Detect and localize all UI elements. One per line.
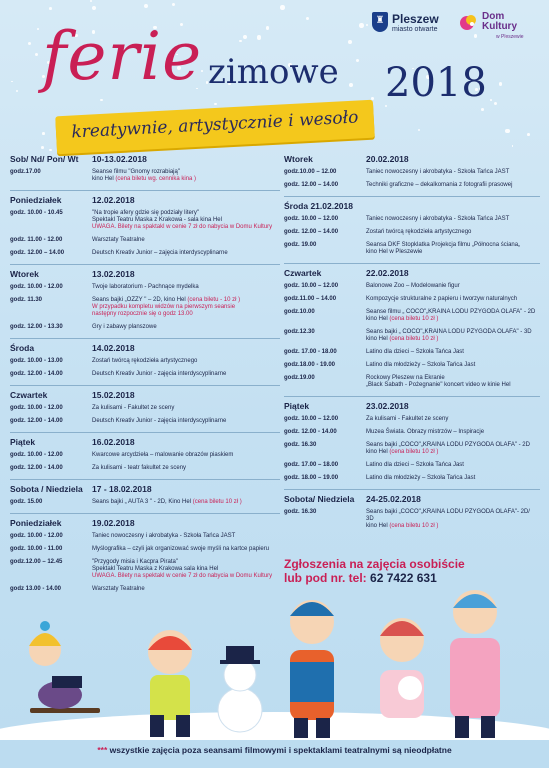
event-description — [366, 329, 538, 343]
event-note: (cena biletu 10 zł ) — [389, 523, 439, 529]
snowflake-icon — [16, 90, 18, 92]
event-time: godz. 18.00 – 19.00 — [284, 475, 339, 481]
event-text: Taniec nowoczesny i akrobatyka - Szkoła Tańca JAST — [366, 216, 510, 222]
event-description — [92, 371, 278, 378]
event-time: godz.17.00 — [10, 169, 41, 175]
event-description — [366, 216, 538, 223]
event-description — [92, 324, 278, 331]
event-note: (cena biletu - 10 zł ) — [187, 297, 241, 303]
day-heading — [10, 154, 147, 164]
event-time: godz. 11.00 - 12.00 — [10, 237, 63, 243]
event-time: godz.10.00 – 12.00 — [284, 169, 337, 175]
day-date: 20.02.2018 — [366, 154, 409, 164]
event-text: Seanse filmu „ COCO"„KRAINA LODU PZYGODA OLAFA" - 2D — [366, 309, 536, 315]
event-time: godz. 12.00 - 14.00 — [10, 418, 63, 424]
dom-kultury-logo-name: Dom Kultury — [482, 11, 517, 32]
footer-text: wszystkie zajęcia poza seansami filmowymi i spektaklami teatralnymi są nieodpłatne — [109, 745, 452, 755]
event-text: Spektakl Teatru Maska z Krakowa - sala kina Hel — [92, 217, 222, 223]
event-description — [366, 509, 538, 530]
event-description — [366, 475, 538, 482]
snowflake-icon — [349, 83, 353, 87]
snowflake-icon — [172, 3, 175, 6]
event-text: kino Hel — [366, 316, 390, 322]
day-label: Piątek — [10, 437, 36, 447]
pleszew-logo-sub: miasto otwarte — [392, 26, 438, 33]
day-label: Czwartek — [284, 268, 322, 278]
day-heading — [284, 494, 421, 504]
section-divider — [10, 338, 280, 339]
day-date: 16.02.2018 — [92, 437, 135, 447]
contact-phone: 62 7422 631 — [370, 571, 437, 585]
dom-kultury-logo — [460, 10, 540, 44]
event-text: kino Hel — [92, 176, 116, 182]
section-divider — [10, 385, 280, 386]
snowflake-icon — [527, 133, 530, 136]
snowflake-icon — [28, 42, 31, 45]
event-time: godz. 10.00 - 12.00 — [10, 452, 63, 458]
snowflake-icon — [505, 129, 509, 133]
event-time: godz. 12.00 - 14.00 — [10, 371, 63, 377]
snowflake-icon — [239, 40, 242, 43]
event-time: godz.12.00 – 12.45 — [10, 559, 63, 565]
event-description — [92, 284, 278, 291]
day-heading — [10, 518, 135, 528]
event-description — [92, 405, 278, 412]
event-time: godz. 15.00 — [10, 499, 43, 505]
event-time: godz. 10.00 - 11.00 — [10, 546, 63, 552]
day-date: 13.02.2018 — [92, 269, 135, 279]
day-date: 15.02.2018 — [92, 390, 135, 400]
section-divider — [10, 479, 280, 480]
snowman-icon — [218, 646, 262, 732]
event-description — [366, 283, 538, 290]
day-label: Środa 21.02.2018 — [284, 201, 353, 211]
snowflake-icon — [92, 6, 96, 10]
event-time: godz. 17.00 - 18.00 — [284, 349, 337, 355]
event-time: godz.12.30 — [284, 329, 315, 335]
snowflake-icon — [359, 23, 363, 27]
event-description — [366, 442, 538, 456]
day-label: Środa — [10, 343, 35, 353]
event-text: Seanse filmu "Gnomy rozrabiają" — [92, 169, 180, 175]
event-text: kino Hel w Pleszewie — [366, 249, 423, 255]
event-description — [92, 358, 278, 365]
event-description — [92, 169, 278, 183]
event-text: Seans bajki „ COCO"„KRAINA LODU PZYGODA OLAFA" - 3D — [366, 329, 532, 335]
snowflake-icon — [306, 17, 309, 20]
event-text: Kwarcowe arcydzieła – malowanie obrazów piaskiem — [92, 452, 234, 458]
event-note: UWAGA. Bilety na spaktakl w cenie 7 zł do nabycia w Domu Kultury — [92, 224, 273, 230]
title-zimowe: zimowe — [208, 52, 339, 92]
event-text: Seansa DKF Stopklatka Projekcja filmu „Północna ściana„ — [366, 242, 521, 248]
event-text: Warsztaty Teatralne — [92, 237, 145, 243]
event-time: godz. 10.00 - 10.45 — [10, 210, 63, 216]
snowflake-icon — [35, 53, 38, 56]
day-heading — [10, 390, 135, 400]
event-time: godz. 10.00 - 12.00 — [10, 405, 63, 411]
event-description — [366, 429, 538, 436]
event-text: Myślografika – czyli jak organizować swoje myśli na kartce papieru — [92, 546, 270, 552]
day-date: 14.02.2018 — [92, 343, 135, 353]
event-time: godz. 12.00 – 14.00 — [284, 229, 339, 235]
event-text: Za kulisami - teatr fakultet ze sceny — [92, 465, 187, 471]
event-text: Latino dla dzieci – Szkoła Tańca Jast — [366, 349, 464, 355]
event-text: Zostań twórcą rękodzieła artystycznego — [366, 229, 472, 235]
day-date: 12.02.2018 — [92, 195, 135, 205]
event-note: W przypadku kompletu widzów na pierwszym seansie — [92, 304, 236, 310]
event-time: godz. 12.00 - 14.00 — [10, 465, 63, 471]
event-note: (cena biletu wg. cennika kina ) — [115, 176, 197, 182]
day-heading — [10, 437, 135, 447]
event-description — [366, 462, 538, 469]
girl-kid-icon — [290, 600, 334, 738]
pleszew-logo-name: Pleszew — [392, 12, 439, 26]
footer-asterisks: *** — [97, 745, 108, 755]
snowflake-icon — [366, 24, 368, 26]
event-description — [92, 559, 278, 580]
event-text: kino Hel — [366, 523, 390, 529]
day-date: 24-25.02.2018 — [366, 494, 421, 504]
event-description — [92, 297, 278, 318]
event-time: godz. 10.00 – 12.00 — [284, 216, 339, 222]
event-description — [366, 169, 538, 176]
day-heading — [10, 343, 135, 353]
title-year: 2018 — [385, 60, 487, 106]
event-time: godz.19.00 — [284, 375, 315, 381]
day-label: Poniedziałek — [10, 195, 62, 205]
event-description — [92, 250, 278, 257]
event-description — [92, 210, 278, 231]
event-description — [92, 546, 278, 553]
event-text: Zostań twórcą rękodzieła artystycznego — [92, 358, 198, 364]
event-time: godz. 12.00 – 14.00 — [284, 182, 339, 188]
day-label: Wtorek — [284, 154, 313, 164]
event-text: Deutsch Kreativ Junior - zajęcia interdyscyplinarne — [92, 371, 227, 377]
day-label: Poniedziałek — [10, 518, 62, 528]
event-description — [92, 533, 278, 540]
day-label: Sob/ Nd/ Pon/ Wt — [10, 154, 79, 164]
section-divider — [284, 396, 540, 397]
day-heading — [284, 401, 409, 411]
event-text: Seans bajki „COCO"„KRAINA LODU PZYGODA OLAFA"- 2D/ 3D — [366, 509, 530, 522]
snowflake-icon — [494, 102, 497, 105]
sled-kid-icon — [29, 621, 100, 713]
crest-icon: ♜ — [372, 12, 388, 32]
event-description — [366, 242, 538, 256]
event-text: Za kulisami - Fakultet ze sceny — [92, 405, 175, 411]
event-text: Balonowe Zoo – Modelowanie figur — [366, 283, 460, 289]
event-description — [92, 418, 278, 425]
event-text: "Na tropie afery gdzie się podziały litery" — [92, 210, 199, 216]
event-description — [366, 416, 538, 423]
section-divider — [10, 432, 280, 433]
event-time: godz. 12.00 – 14.00 — [10, 250, 65, 256]
event-description — [92, 465, 278, 472]
footer-note — [0, 745, 549, 755]
event-text: Seans bajki „COCO"„KRAINA LODU PZYGODA OLAFA" - 2D — [366, 442, 530, 448]
snowflake-icon — [490, 99, 492, 101]
day-date: 23.02.2018 — [366, 401, 409, 411]
event-description — [366, 296, 538, 303]
event-text: kino Hel — [366, 336, 390, 342]
day-label: Czwartek — [10, 390, 48, 400]
section-divider — [10, 264, 280, 265]
event-text: Techniki graficzne – dekalkomania z fotografii prasowej — [366, 182, 513, 188]
event-time: godz. 10.00 - 12.00 — [10, 533, 63, 539]
day-heading — [10, 484, 152, 494]
event-note: (cena biletu 10 zł ) — [389, 336, 439, 342]
snowflake-icon — [11, 81, 13, 83]
event-description — [366, 182, 538, 189]
event-text: Muzea Świata. Obrazy mistrzów – Inspiracje — [366, 429, 485, 435]
event-description — [92, 237, 278, 244]
day-label: Sobota / Niedziela — [10, 484, 83, 494]
event-time: godz. 12.00 - 13.30 — [10, 324, 63, 330]
event-time: godz 13.00 - 14.00 — [10, 586, 62, 592]
snowflake-icon — [280, 5, 284, 9]
event-description — [92, 452, 278, 459]
event-text: "Przygody misia i Kacpra Pirata" — [92, 559, 178, 565]
event-time: godz. 10.00 - 13.00 — [10, 358, 63, 364]
snowball-kid-icon — [380, 618, 424, 718]
section-divider — [284, 489, 540, 490]
snowflake-icon — [266, 26, 269, 29]
event-note: (cena biletu 10 zł ) — [192, 499, 242, 505]
event-description — [366, 229, 538, 236]
event-text: Latino dla młodzieży – Szkoła Tańca Jast — [366, 475, 476, 481]
event-text: Twoje laboratorium - Pachnące mydelka — [92, 284, 199, 290]
event-text: Gry i zabawy planszowe — [92, 324, 157, 330]
event-time: godz. 10.00 – 12.00 — [284, 416, 339, 422]
event-time: godz. 10.00 – 12.00 — [284, 283, 339, 289]
event-text: Warsztaty Teatralne — [92, 586, 145, 592]
event-description — [366, 362, 538, 369]
snowflake-icon — [356, 59, 359, 62]
event-description — [366, 349, 538, 356]
day-heading — [284, 268, 409, 278]
day-heading — [284, 201, 353, 211]
day-heading — [284, 154, 409, 164]
day-heading — [10, 195, 135, 205]
schedule-right-column — [284, 154, 542, 549]
event-note: (cena biletu 10 zł ) — [389, 316, 439, 322]
day-date: 10-13.02.2018 — [92, 154, 147, 164]
snowflake-icon — [100, 99, 103, 102]
snowflake-icon — [418, 129, 420, 131]
schedule-left-column — [10, 154, 282, 594]
event-time: godz. 16.30 — [284, 442, 317, 448]
title-ferie: ferie — [42, 18, 203, 95]
event-text: Seans bajki „ AUTA 3 " - 2D, Kino Hel — [92, 499, 193, 505]
day-date: 17 - 18.02.2018 — [92, 484, 152, 494]
dom-kultury-mark-icon — [460, 12, 478, 32]
contact-line-2: lub pod nr. tel: 62 7422 631 — [284, 571, 437, 585]
snowflake-icon — [49, 149, 52, 152]
event-text: Latino dla młodzieży – Szkoła Tańca Jast — [366, 362, 476, 368]
event-text: Kompozycje strukturalne z papieru i tworzyw naturalnych — [366, 296, 518, 302]
event-text: Za kulisami - Fakultet ze sceny — [366, 416, 449, 422]
event-text: Taniec nowoczesny i akrobatyka - Szkoła Tańca JAST — [92, 533, 236, 539]
section-divider — [284, 196, 540, 197]
event-time: godz.18.00 - 19.00 — [284, 362, 336, 368]
event-text: Taniec nowoczesny i akrobatyka - Szkoła Tańca JAST — [366, 169, 510, 175]
event-description — [366, 309, 538, 323]
snowflake-icon — [499, 82, 503, 86]
event-text: kino Hel — [366, 449, 390, 455]
snowflake-icon — [243, 35, 247, 39]
dom-kultury-logo-sub: w Pleszewie — [496, 34, 524, 40]
event-time: godz. 12.00 - 14.00 — [284, 429, 337, 435]
snowflake-icon — [481, 108, 484, 111]
snowflake-icon — [49, 7, 52, 10]
snowflake-icon — [144, 4, 148, 8]
snowflake-icon — [257, 35, 261, 39]
event-note: (cena biletu 10 zł ) — [389, 449, 439, 455]
event-text: „Black Sabath - Pożegnanie" koncert video w kinie Hel — [366, 382, 511, 388]
day-heading — [10, 269, 135, 279]
day-label: Sobota/ Niedziela — [284, 494, 355, 504]
event-description — [366, 375, 538, 389]
event-text: Deutsch Kreativ Junior - zajęcia interdyscyplinarne — [92, 418, 227, 424]
snowflake-icon — [42, 132, 45, 135]
contact-line-1: Zgłoszenia na zajęcia osobiście — [284, 557, 465, 571]
tall-girl-icon — [450, 590, 500, 738]
snowflake-icon — [41, 146, 44, 149]
day-date: 19.02.2018 — [92, 518, 135, 528]
event-time: godz. 10.00 - 12.00 — [10, 284, 63, 290]
event-text: Spektakl Teatru Maska z Krakowa sala kina Hel — [92, 566, 219, 572]
event-text: Rockowy Pleszew na Ekranie — [366, 375, 445, 381]
day-date: 22.02.2018 — [366, 268, 409, 278]
event-note: UWAGA. Bilety na spektakl w cenie 7 zł do nabycia w Domu Kultury — [92, 573, 273, 579]
event-description — [92, 499, 278, 506]
event-text: Deutsch Kreativ Junior – zajęcia interdyscyplinarne — [92, 250, 228, 256]
winter-kids-illustration — [0, 590, 549, 740]
day-label: Wtorek — [10, 269, 39, 279]
event-text: Seans bajki „OZZY " – 2D, kino Hel — [92, 297, 188, 303]
snowflake-icon — [37, 28, 39, 30]
contact-info — [284, 557, 465, 585]
section-divider — [10, 190, 280, 191]
snowflake-icon — [90, 0, 92, 2]
event-time: godz. 16.30 — [284, 509, 317, 515]
tagline-banner — [55, 100, 375, 155]
tagline: kreatywnie, artystycznie i wesoło — [70, 107, 359, 143]
snowflake-icon — [348, 40, 352, 44]
event-time: godz. 11.30 — [10, 297, 43, 303]
section-divider — [284, 263, 540, 264]
event-time: godz.11.00 – 14.00 — [284, 296, 337, 302]
snowflake-icon — [214, 103, 216, 105]
pleszew-logo — [372, 12, 442, 40]
event-time: godz.10.00 — [284, 309, 315, 315]
snowflake-icon — [512, 145, 514, 147]
event-time: godz. 17.00 – 18.00 — [284, 462, 339, 468]
event-time: godz. 19.00 — [284, 242, 317, 248]
event-text: Latino dla dzieci – Szkoła Tańca Jast — [366, 462, 464, 468]
day-label: Piątek — [284, 401, 310, 411]
section-divider — [10, 513, 280, 514]
event-note: następny rozpocznie się o godz 13.00 — [92, 311, 193, 317]
